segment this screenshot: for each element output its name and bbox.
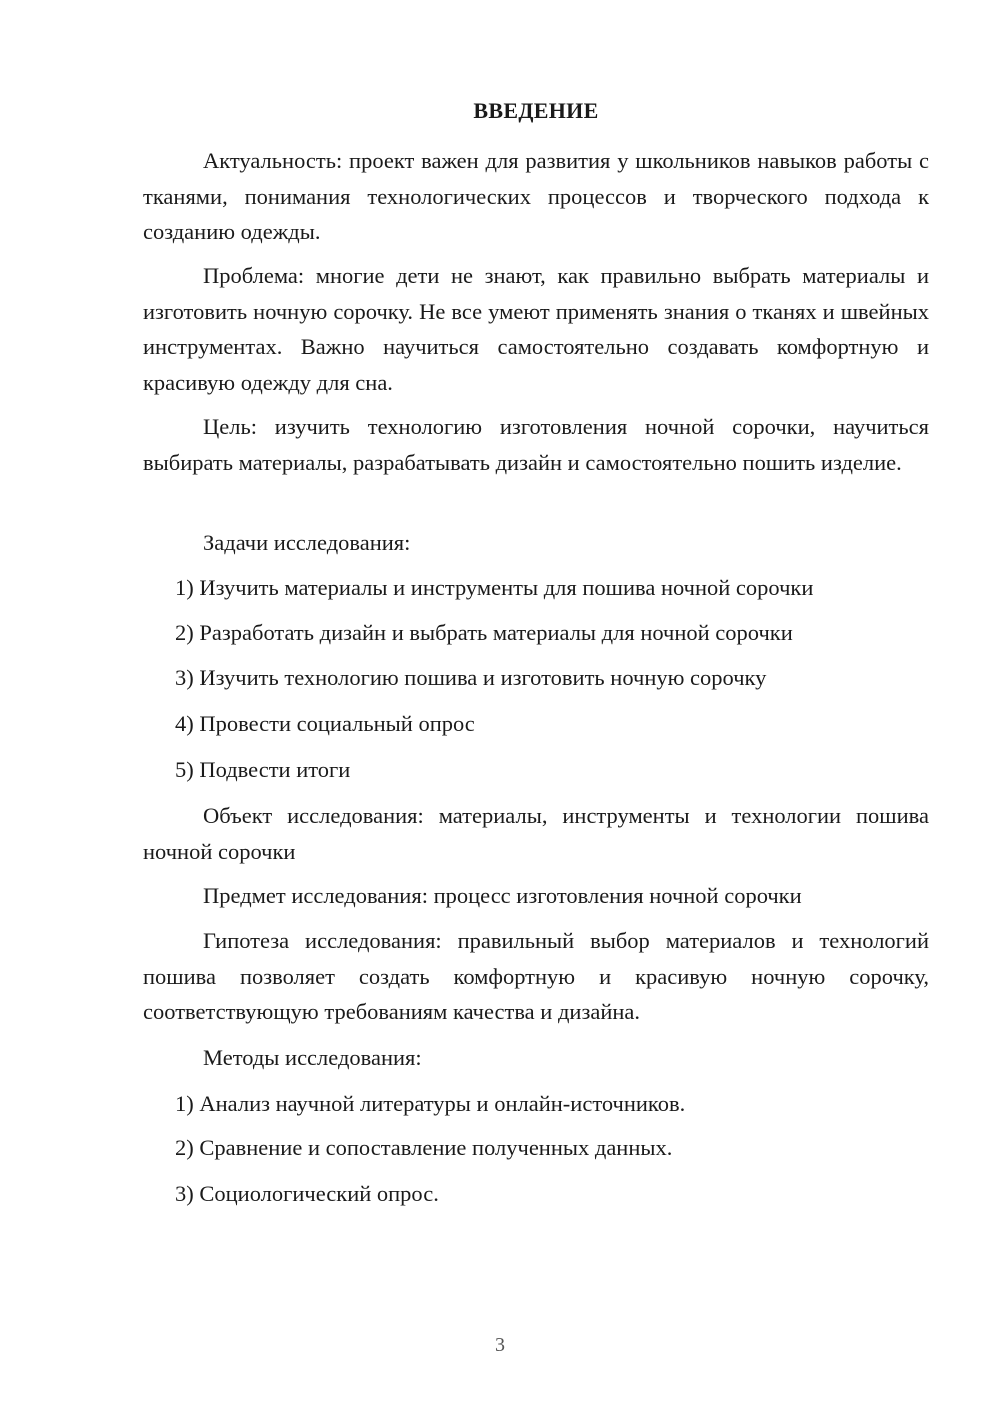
subject-paragraph: Предмет исследования: процесс изготовления ночной сорочки [203, 883, 802, 908]
method-item-1: 1) Анализ научной литературы и онлайн-источников. [175, 1091, 686, 1116]
object-paragraph: Объект исследования: материалы, инструменты и технологии пошива ночной сорочки [143, 803, 929, 864]
method-item-3: 3) Социологический опрос. [175, 1181, 439, 1206]
task-item-4: 4) Провести социальный опрос [175, 711, 475, 736]
goal-paragraph: Цель: изучить технологию изготовления ночной сорочки, научиться выбирать материалы, разрабатывать дизайн и самостоятельно пошить изделие. [143, 414, 929, 475]
page-number: 3 [495, 1334, 505, 1356]
tasks-label: Задачи исследования: [203, 530, 411, 555]
task-item-3: 3) Изучить технологию пошива и изготовить ночную сорочку [175, 665, 767, 690]
task-item-2: 2) Разработать дизайн и выбрать материалы для ночной сорочки [175, 620, 793, 645]
methods-label: Методы исследования: [203, 1045, 422, 1070]
method-item-2: 2) Сравнение и сопоставление полученных данных. [175, 1135, 673, 1160]
hypothesis-paragraph: Гипотеза исследования: правильный выбор материалов и технологий пошива позволяет создать комфортную и красивую ночную сорочку, соответствующую требованиям качества и дизайна. [143, 928, 929, 1024]
relevance-paragraph: Актуальность: проект важен для развития у школьников навыков работы с тканями, понимания технологических процессов и творческого подхода к созданию одежды. [143, 148, 929, 244]
task-item-5: 5) Подвести итоги [175, 757, 351, 782]
problem-paragraph: Проблема: многие дети не знают, как правильно выбрать материалы и изготовить ночную сорочку. Не все умеют применять знания о тканях и швейных инструментах. Важно научиться самостоятельно создавать комфортную и красивую одежду для сна. [143, 263, 929, 395]
page-title: ВВЕДЕНИЕ [473, 98, 599, 123]
task-item-1: 1) Изучить материалы и инструменты для пошива ночной сорочки [175, 575, 814, 600]
